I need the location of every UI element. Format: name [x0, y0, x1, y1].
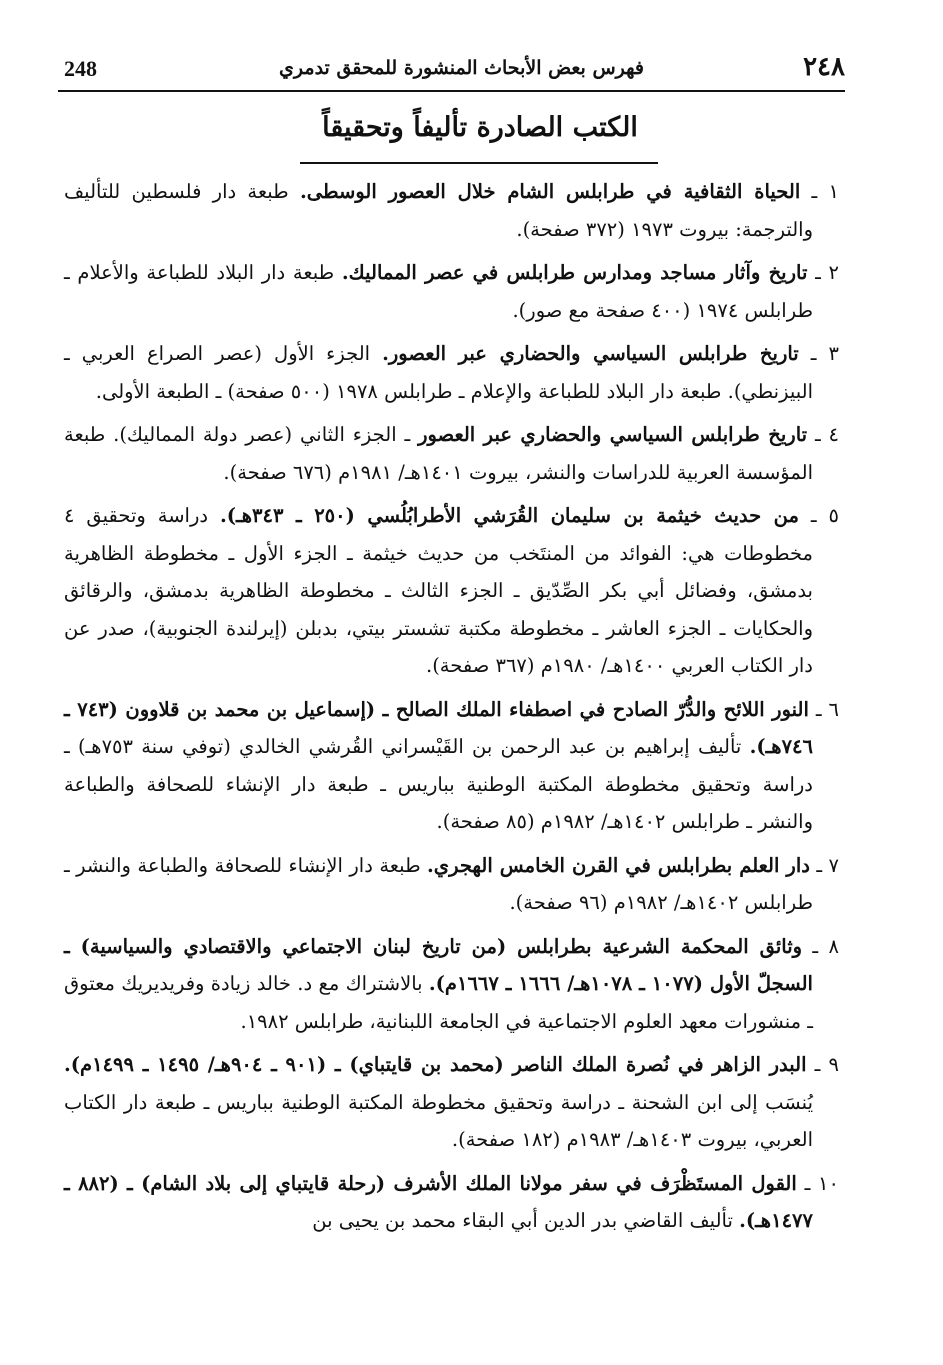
- entry-title: وثائق المحكمة الشرعية بطرابلس (من تاريخ لبنان الاجتماعي والاقتصادي والسياسية) ـ السجلّ الأول (١٠٧٧ ـ ١٠٧٨هـ/ ١٦٦٦ ـ ١٦٦٧م).: [64, 934, 813, 995]
- entry-text: طبعة دار البلاد للطباعة والأعلام ـ طرابلس ١٩٧٤ (٤٠٠ صفحة مع صور).: [64, 261, 813, 322]
- list-item: [64, 497, 839, 685]
- entry-text: تأليف إبراهيم بن عبد الرحمن بن القَيْسراني القُرشي الخالدي (توفي سنة ٧٥٣هـ) ـ دراسة وتحقيق مخطوطة المكتبة الوطنية بباريس ـ طبعة دار الإنشاء للصحافة والطباعة والنشر ـ طرابلس ١٤٠٢هـ/ ١٩٨٢م (٨٥ صفحة).: [64, 735, 813, 833]
- entry-number: ٤ ـ: [814, 423, 839, 446]
- entry-number: ٨ ـ: [812, 934, 839, 958]
- entry-list: [64, 173, 839, 1246]
- list-item: [64, 335, 839, 410]
- entry-title: الحياة الثقافية في طرابلس الشام خلال العصور الوسطى.: [299, 180, 801, 203]
- entry-number: ٢ ـ: [815, 261, 839, 284]
- entry-title: تاريخ طرابلس السياسي والحضاري عبر العصور.: [382, 342, 799, 365]
- title-underline: [300, 162, 658, 164]
- entry-number: ٥ ـ: [810, 504, 840, 527]
- entry-title: تاريخ طرابلس السياسي والحضاري عبر العصور: [418, 423, 808, 446]
- page-number-latin: 248: [64, 56, 97, 81]
- entry-title: تاريخ وآثار مساجد ومدارس طرابلس في عصر المماليك.: [341, 261, 808, 284]
- entry-text: بالاشتراك مع د. خالد زيادة وفريديريك معتوق ـ منشورات معهد العلوم الاجتماعية في الجامعة اللبنانية، طرابلس ١٩٨٢.: [64, 972, 813, 1033]
- running-header: [58, 50, 845, 92]
- entry-text: طبعة دار فلسطين للتأليف والترجمة: بيروت ١٩٧٣ (٣٧٢ صفحة).: [64, 180, 813, 241]
- section-title: الكتب الصادرة تأليفاً وتحقيقاً: [322, 112, 638, 143]
- entry-number: ١ ـ: [811, 180, 839, 203]
- entry-title: النور اللائح والدُّرّ الصادح في اصطفاء الملك الصالح ـ (إسماعيل بن محمد بن قلاوون (٧٤٣ ـ ٧٤٦هـ).: [64, 697, 813, 758]
- entry-title: دار العلم بطرابلس في القرن الخامس الهجري.: [427, 853, 810, 877]
- list-item: [64, 691, 839, 841]
- page-number-arabic: ٢٤٨: [803, 52, 845, 82]
- entry-text: تأليف القاضي بدر الدين أبي البقاء محمد بن يحيى بن: [312, 1209, 740, 1232]
- list-item: [64, 254, 839, 329]
- list-item: [64, 416, 839, 491]
- list-item: [64, 847, 839, 922]
- entry-text: الجزء الأول (عصر الصراع العربي ـ البيزنطي). طبعة دار البلاد للطباعة والإعلام ـ طرابلس ١٩٧٨ (٥٠٠ صفحة) ـ الطبعة الأولى.: [64, 342, 813, 403]
- list-item: [64, 928, 839, 1041]
- entry-title: القول المستَظْرَف في سفر مولانا الملك الأشرف (رحلة قايتباي إلى بلاد الشام) ـ (٨٨٢ ـ ١٤٧٧هـ).: [64, 1171, 813, 1232]
- entry-number: ١٠ ـ: [804, 1171, 839, 1195]
- entry-text: طبعة دار الإنشاء للصحافة والطباعة والنشر ـ طرابلس ١٤٠٢هـ/ ١٩٨٢م (٩٦ صفحة).: [64, 853, 813, 914]
- running-title: فهرس بعض الأبحاث المنشورة للمحقق تدمري: [279, 57, 644, 79]
- list-item: [64, 173, 839, 248]
- entry-title: البدر الزاهر في نُصرة الملك الناصر (محمد بن قايتباي) ـ (٩٠١ ـ ٩٠٤هـ/ ١٤٩٥ ـ ١٤٩٩م).: [64, 1053, 807, 1076]
- entry-text: ـ الجزء الثاني (عصر دولة المماليك). طبعة المؤسسة العربية للدراسات والنشر، بيروت ١٤٠١هـ/ ١٩٨١م (٦٧٦ صفحة).: [64, 423, 813, 484]
- entry-number: ٧ ـ: [816, 853, 839, 877]
- entry-number: ٣ ـ: [810, 342, 839, 365]
- entry-title: من حديث خيثمة بن سليمان القُرَشي الأطرابُلُسي (٢٥٠ ـ ٣٤٣هـ).: [220, 504, 799, 527]
- list-item: [64, 1046, 839, 1159]
- entry-number: ٦ ـ: [815, 697, 839, 721]
- entry-text: يُنسَب إلى ابن الشحنة ـ دراسة وتحقيق مخطوطة المكتبة الوطنية بباريس ـ طبعة دار الكتاب العربي، بيروت ١٤٠٣هـ/ ١٩٨٣م (١٨٢ صفحة).: [64, 1090, 813, 1151]
- entry-number: ٩ ـ: [814, 1053, 839, 1076]
- entry-text: دراسة وتحقيق ٤ مخطوطات هي: الفوائد من المنتَخب من حديث خيثمة ـ الجزء الأول ـ مخطوطة الظاهرية بدمشق، وفضائل أبي بكر الصِّدّيق ـ الجزء الثالث ـ مخطوطة الظاهرية بدمشق، والرقائق والحكايات ـ الجزء العاشر ـ مخطوطة مكتبة تشستر بيتي، بدبلن (إيرلندة الجنوبية)، صدر عن دار الكتاب العربي ١٤٠٠هـ/ ١٩٨٠م (٣٦٧ صفحة).: [64, 504, 813, 677]
- list-item: [64, 1165, 839, 1240]
